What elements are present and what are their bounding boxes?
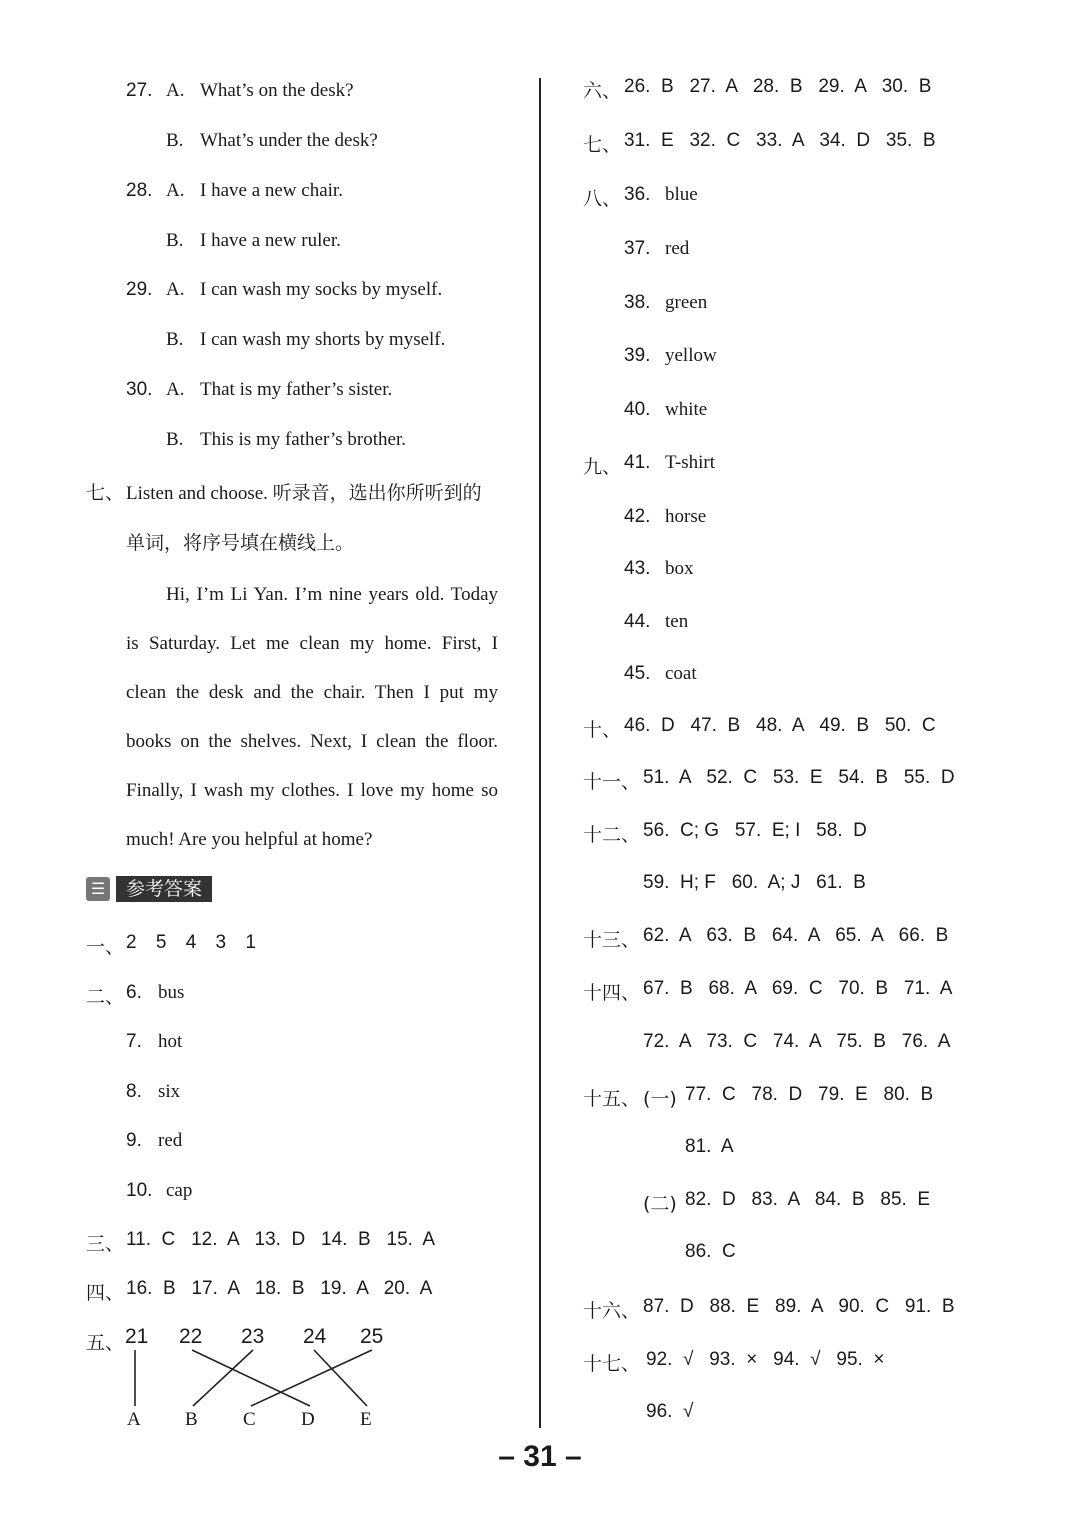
q27-b-text: What’s under the desk? [200, 130, 378, 151]
q27-b-letter: B. [166, 130, 184, 151]
answer-15-part2-line2: 86. C [685, 1241, 736, 1262]
answer-8-item-word: green [665, 292, 708, 313]
answer-12-label: 十二、 [583, 824, 641, 846]
answer-2-item-word: hot [158, 1031, 183, 1052]
answer-14-line1: 67. B 68. A 69. C 70. B 71. A [643, 978, 953, 999]
q30-b-letter: B. [166, 429, 184, 450]
page-number: – 31 – [498, 1440, 582, 1473]
q28-number: 28. [126, 180, 153, 201]
answer-5-label: 五、 [86, 1332, 125, 1354]
answer-8-item-word: white [665, 399, 708, 420]
answer-9-item-number: 43. [624, 558, 651, 579]
answer-9-item-word: coat [665, 663, 697, 684]
answer-11-text: 51. A 52. C 53. E 54. B 55. D [643, 767, 955, 788]
answer-7-text: 31. E 32. C 33. A 34. D 35. B [624, 130, 936, 151]
match-letter-c: C [243, 1409, 256, 1430]
answer-8-item-number: 36. [624, 184, 651, 205]
answer-8-label: 八、 [583, 188, 622, 210]
q30-a-letter: A. [166, 379, 185, 400]
answer-9-item-number: 42. [624, 506, 651, 527]
answer-12-line1: 56. C; G 57. E; I 58. D [643, 820, 867, 841]
answer-15-part1-line2: 81. A [685, 1136, 734, 1157]
answer-15-part2-line1: 82. D 83. A 84. B 85. E [685, 1189, 931, 1210]
answer-17-line2: 96. √ [646, 1401, 694, 1422]
q29-number: 29. [126, 279, 153, 300]
answer-9-item-number: 41. [624, 452, 651, 473]
answer-15-label: 十五、 [583, 1088, 641, 1110]
match-letter-d: D [301, 1409, 315, 1430]
answer-17-line1: 92. √ 93. × 94. √ 95. × [646, 1349, 885, 1370]
answer-16-label: 十六、 [583, 1300, 641, 1322]
answer-2-item-number: 10. [126, 1180, 153, 1201]
answer-13-text: 62. A 63. B 64. A 65. A 66. B [643, 925, 949, 946]
q28-b-text: I have a new ruler. [200, 230, 341, 251]
answer-9-item-word: T-shirt [665, 452, 715, 473]
answer-8-item-word: yellow [665, 345, 717, 366]
q29-a-text: I can wash my socks by myself. [200, 279, 443, 300]
answer-2-label: 二、 [86, 986, 125, 1008]
q28-a-letter: A. [166, 180, 185, 201]
answer-2-item-word: bus [158, 982, 185, 1003]
answer-2-item-number: 8. [126, 1081, 142, 1102]
answer-2-item-word: cap [166, 1180, 193, 1201]
answer-6-text: 26. B 27. A 28. B 29. A 30. B [624, 76, 932, 97]
section-7-instruction-line1: Listen and choose. 听录音，选出你所听到的 [126, 483, 482, 504]
answer-9-item-number: 45. [624, 663, 651, 684]
answer-15-part1-label: (一) [643, 1088, 677, 1110]
q29-a-letter: A. [166, 279, 185, 300]
answer-12-line2: 59. H; F 60. A; J 61. B [643, 872, 866, 893]
answer-1-label: 一、 [86, 936, 125, 958]
answer-book-icon: ☰ [86, 877, 110, 901]
answer-10-text: 46. D 47. B 48. A 49. B 50. C [624, 715, 936, 736]
answer-9-label: 九、 [583, 456, 622, 478]
q29-b-letter: B. [166, 329, 184, 350]
answer-8-item-number: 38. [624, 292, 651, 313]
answer-4-text: 16. B 17. A 18. B 19. A 20. A [126, 1278, 433, 1299]
match-number-23: 23 [241, 1325, 265, 1348]
match-letter-a: A [127, 1409, 141, 1430]
answer-4-label: 四、 [86, 1282, 125, 1304]
q29-b-text: I can wash my shorts by myself. [200, 329, 446, 350]
answer-6-label: 六、 [583, 80, 622, 102]
answer-13-label: 十三、 [583, 929, 641, 951]
answer-14-label: 十四、 [583, 982, 641, 1004]
answer-9-item-number: 44. [624, 611, 651, 632]
answer-2-item-number: 6. [126, 982, 142, 1003]
answer-15-part2-label: (二) [643, 1193, 677, 1215]
answer-10-label: 十、 [583, 719, 622, 741]
answer-16-text: 87. D 88. E 89. A 90. C 91. B [643, 1296, 955, 1317]
q30-number: 30. [126, 379, 153, 400]
match-number-22: 22 [179, 1325, 203, 1348]
answer-2-item-word: six [158, 1081, 181, 1102]
answer-2-item-number: 7. [126, 1031, 142, 1052]
match-letter-e: E [360, 1409, 372, 1430]
q30-a-text: That is my father’s sister. [200, 379, 393, 400]
answer-key-label: 参考答案 [116, 876, 212, 902]
answer-3-text: 11. C 12. A 13. D 14. B 15. A [126, 1229, 436, 1250]
match-number-25: 25 [360, 1325, 384, 1348]
answer-9-item-word: ten [665, 611, 689, 632]
answer-11-label: 十一、 [583, 771, 641, 793]
answer-15-part1-line1: 77. C 78. D 79. E 80. B [685, 1084, 934, 1105]
answer-2-item-word: red [158, 1130, 183, 1151]
answer-9-item-word: box [665, 558, 694, 579]
answer-8-item-word: red [665, 238, 690, 259]
match-letter-b: B [185, 1409, 198, 1430]
answer-8-item-number: 39. [624, 345, 651, 366]
matching-lines [0, 0, 540, 1430]
q27-number: 27. [126, 80, 153, 101]
answer-2-item-number: 9. [126, 1130, 142, 1151]
answer-9-item-word: horse [665, 506, 707, 527]
q28-a-text: I have a new chair. [200, 180, 343, 201]
q28-b-letter: B. [166, 230, 184, 251]
answer-17-label: 十七、 [583, 1353, 641, 1375]
answer-8-item-word: blue [665, 184, 698, 205]
answer-14-line2: 72. A 73. C 74. A 75. B 76. A [643, 1031, 951, 1052]
answer-1-text: 2 5 4 3 1 [126, 932, 256, 953]
q27-a-letter: A. [166, 80, 185, 101]
section-7-instruction-line2: 单词，将序号填在横线上。 [126, 532, 355, 554]
passage-text: Hi, I’m Li Yan. I’m nine years old. Today is Saturday. Let me clean my home. First, I clean the desk and the chair. Then I put my books on the shelves. Next, I clean the floor. Finally, I wash my clothes. I love my home so much! Are you helpful at home? [126, 584, 498, 850]
match-number-24: 24 [303, 1325, 327, 1348]
answer-8-item-number: 40. [624, 399, 651, 420]
q30-b-text: This is my father’s brother. [200, 429, 406, 450]
q27-a-text: What’s on the desk? [200, 80, 354, 101]
answer-8-item-number: 37. [624, 238, 651, 259]
answer-3-label: 三、 [86, 1233, 125, 1255]
answer-7-label: 七、 [583, 134, 622, 156]
section-7-label: 七、 [86, 482, 125, 504]
match-number-21: 21 [125, 1325, 149, 1348]
